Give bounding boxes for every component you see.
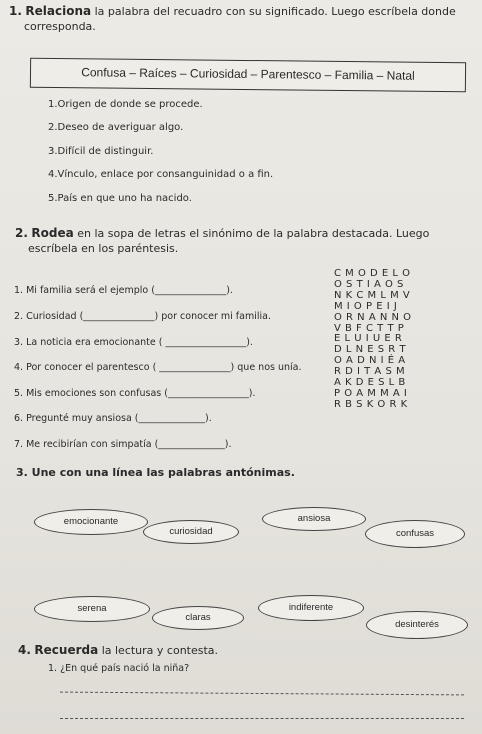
antonym-confusas[interactable]: confusas [365,520,465,548]
sentence-1: 1. Mi familia será el ejemplo (_______________). [14,285,233,296]
definition-2: 2.Deseo de averiguar algo. [48,122,184,133]
grid-row: A K D E S L B [334,377,406,389]
answer-line-2[interactable] [60,718,464,719]
antonym-serena[interactable]: serena [34,596,150,622]
antonym-ansiosa[interactable]: ansiosa [262,507,366,531]
section2-verb: Rodea [31,226,74,240]
sentence-7: 7. Me recibirían con simpatía (______________). [14,439,232,450]
grid-row: R D I T A S M [334,366,406,378]
grid-row: E L U I U E R [334,333,403,345]
grid-row: P O A M M A I [334,387,408,399]
grid-row: R B S K O R K [334,398,408,410]
section1-instruction: la palabra del recuadro con su significado. Luego escríbela donde [94,5,456,18]
definition-1: 1.Origen de donde se procede. [48,99,203,110]
section1-heading [9,4,456,18]
section4-verb: Recuerda [34,643,99,657]
definition-3: 3.Difícil de distinguir. [48,146,154,157]
sentence-2: 2. Curiosidad (_______________) por conocer mi familia. [14,311,271,322]
section1-number: 1. [9,4,22,18]
antonym-claras[interactable]: claras [152,606,244,630]
word-box-text: Confusa – Raíces – Curiosidad – Parentesco – Familia – Natal [81,65,415,83]
definition-4: 4.Vínculo, enlace por consanguinidad o a fin. [48,169,274,180]
grid-row: D L N E S R T [334,344,407,356]
section4-number: 4. [18,643,31,657]
grid-row: O A D N I É A [334,355,406,367]
word-search-grid [334,269,412,411]
section4-instruction: la lectura y contesta. [101,644,219,657]
word-box [30,58,466,93]
question-1: 1. ¿En qué país nació la niña? [48,663,190,674]
sentence-4: 4. Por conocer el parentesco ( _______________) que nos unía. [14,362,302,373]
grid-row: V B F C T T P [334,322,405,334]
sentence-5: 5. Mis emociones son confusas (_________________). [14,388,256,399]
grid-row: N K C M L M V [334,289,411,301]
section4-heading [18,643,218,657]
antonym-curiosidad[interactable]: curiosidad [143,520,239,544]
antonym-emocionante[interactable]: emocionante [34,509,148,535]
sentence-3: 3. La noticia era emocionante ( _________________). [14,337,253,348]
antonym-indiferente[interactable]: indiferente [258,595,364,621]
antonym-desinteres[interactable]: desinterés [366,611,468,639]
section2-instruction: en la sopa de letras el sinónimo de la palabra destacada. Luego [77,227,430,240]
grid-row: M I O P E I J [334,300,398,312]
definition-5: 5.País en que uno ha nacido. [48,193,192,204]
section2-instruction-cont: escríbela en los paréntesis. [28,242,179,255]
section3-heading: 3. Une con una línea las palabras antónimas. [16,466,295,479]
grid-row: O S T I A O S [334,278,404,290]
section2-heading [15,226,429,240]
grid-row: C M O D E L O [334,268,411,279]
grid-row: O R N A N N O [334,311,412,323]
sentence-6: 6. Pregunté muy ansiosa (______________). [14,413,212,424]
answer-line-1[interactable] [60,692,464,696]
section1-instruction-cont: corresponda. [24,20,96,33]
section2-number: 2. [15,226,28,240]
section1-verb: Relaciona [25,4,92,18]
